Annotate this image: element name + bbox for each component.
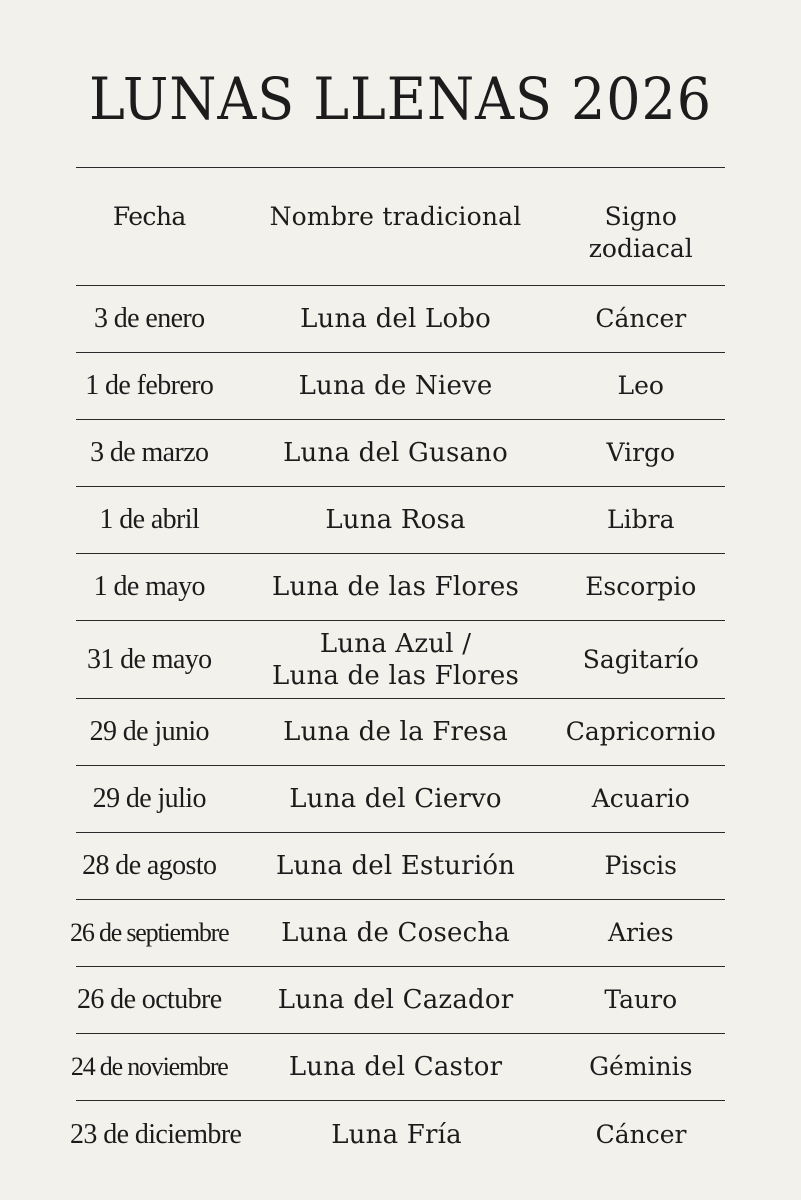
row-sign: Virgo <box>606 438 676 467</box>
row-sign: Géminis <box>589 1052 693 1081</box>
header-sign <box>557 201 725 265</box>
table-header-row <box>76 168 725 286</box>
row-sign: Piscis <box>604 851 677 880</box>
row-sign: Acuario <box>591 784 690 813</box>
table-row <box>76 554 725 621</box>
row-date: 28 de agosto <box>82 850 217 881</box>
table-row <box>70 1034 725 1101</box>
full-moons-table <box>70 167 725 1168</box>
row-name: Luna del Ciervo <box>289 784 502 814</box>
header-date: Fecha <box>112 202 186 231</box>
table-row <box>76 420 725 487</box>
row-date: 26 de septiembre <box>70 918 229 947</box>
row-date: 23 de diciembre <box>70 1118 242 1150</box>
header-sign-line1: Signo <box>604 202 677 231</box>
row-name: Luna de la Fresa <box>283 717 508 747</box>
row-name: Luna Fría <box>331 1119 462 1150</box>
row-name: Luna de Nieve <box>298 371 493 401</box>
header-name: Nombre tradicional <box>269 202 522 231</box>
row-name: Luna del Cazador <box>277 985 514 1015</box>
table-row <box>76 699 725 766</box>
row-sign: Tauro <box>604 985 678 1014</box>
table-row <box>76 621 725 699</box>
row-date: 31 de mayo <box>86 643 212 675</box>
row-sign: Sagitarío <box>582 644 699 674</box>
row-sign: Capricornio <box>565 717 716 746</box>
row-date: 3 de enero <box>93 303 205 334</box>
table-row <box>76 353 725 420</box>
table-row <box>70 1101 725 1168</box>
row-sign: Leo <box>617 371 664 400</box>
row-date: 1 de mayo <box>93 571 205 602</box>
row-sign: Cáncer <box>595 304 687 333</box>
table-row <box>76 967 725 1034</box>
row-sign: Cáncer <box>595 1119 687 1149</box>
row-date: 24 de noviembre <box>70 1052 228 1081</box>
row-name: Luna del Lobo <box>300 304 492 334</box>
row-date: 1 de abril <box>99 504 200 535</box>
row-name: Luna de Cosecha <box>281 918 510 948</box>
table-row <box>76 487 725 554</box>
row-name: Luna Rosa <box>325 505 466 535</box>
row-name: Luna del Gusano <box>283 438 508 468</box>
row-name: Luna del Castor <box>288 1052 503 1082</box>
row-date: 26 de octubre <box>76 984 222 1015</box>
header-sign-line2: zodiacal <box>588 234 693 263</box>
table-row <box>76 766 725 833</box>
row-date: 3 de marzo <box>90 437 209 468</box>
row-sign: Libra <box>607 505 675 534</box>
row-date: 29 de junio <box>89 716 209 747</box>
table-row <box>70 900 725 967</box>
page-title: LUNAS LLENAS 2026 <box>89 65 712 133</box>
row-name-line2: Luna de las Flores <box>272 660 520 691</box>
row-name: Luna de las Flores <box>272 572 520 602</box>
row-name <box>235 628 557 692</box>
table-row <box>76 833 725 900</box>
row-date: 1 de febrero <box>85 370 214 401</box>
row-date: 29 de julio <box>92 783 206 814</box>
row-name-line1: Luna Azul / <box>319 628 472 659</box>
table-row <box>76 286 725 353</box>
row-sign: Aries <box>607 918 674 947</box>
row-name: Luna del Esturión <box>275 851 516 881</box>
row-sign: Escorpio <box>585 572 697 601</box>
